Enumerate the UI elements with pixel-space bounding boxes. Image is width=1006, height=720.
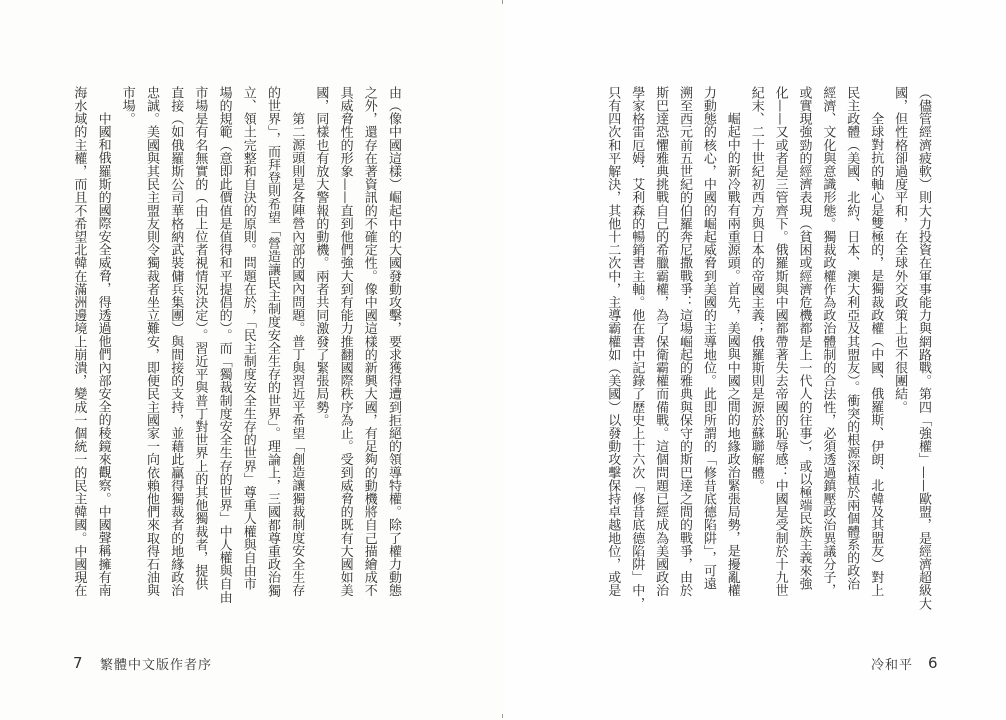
text-column: 溯至西元前五世紀的伯羅奔尼撒戰爭：這場崛起的雅典與保守的斯巴達之間的戰爭，由於 xyxy=(677,86,692,597)
text-column: 化——又或者是三管齊下。俄羅斯與中國都帶著失去帝國的恥辱感：中國是受制於十九世 xyxy=(772,86,788,597)
text-column: 之外，還存在著資訊的不確定性。像中國這樣的新興大國，有足夠的動機將自己描繪成不 xyxy=(361,86,377,597)
page-number-right: 6 xyxy=(928,654,938,672)
text-column: 海水域的主權，而且不希望北韓在滿洲邊境上崩潰，變成一個統一的民主韓國。中國現在 xyxy=(71,86,87,597)
text-column: （儘管經濟疲軟）則大力投資在軍事能力與網路戰。第四「強權」——歐盟，是經濟超級大 xyxy=(916,86,931,610)
gutter-mark-bottom xyxy=(502,714,503,718)
running-head-right: 冷和平 xyxy=(871,658,914,673)
text-column: 市場。 xyxy=(119,86,135,126)
text-column: 民主政體（美國、北約、日本、澳大利亞及其盟友）。衝突的根源深植於兩個體系的政治 xyxy=(844,86,860,591)
text-column: 國，同樣也有放大警報的動機。兩者共同激發了緊張局勢。 xyxy=(313,86,329,427)
text-column: 或實現強勁的經濟表現（貧困或經濟危機都是上一代人的往事），或以極端民族主義來強 xyxy=(796,86,812,591)
gutter-mark-top xyxy=(502,0,503,4)
text-column: 中國和俄羅斯的國際安全威脅，得透過他們內部安全的稜鏡來觀察。中國聲稱擁有南 xyxy=(95,112,111,597)
text-column: 全球對抗的軸心是雙極的，是獨裁政權（中國、俄羅斯、伊朗、北韓及其盟友）對上 xyxy=(868,112,884,597)
text-column: 國，但性格卻過度平和，在全球外交政策上也不很團結。 xyxy=(892,86,908,414)
text-column: 立、領土完整和自決的原則。問題在於，「民主制度安全生存的世界」尊重人權與自由市 xyxy=(240,86,256,591)
text-column: 直接（如俄羅斯公司華格納武裝傭兵集團）與間接的支持，並藉此贏得獨裁者的地緣政治 xyxy=(168,86,184,597)
text-column: 第二源頭則是各陣營內部的國內問題。普丁與習近平希望「創造讓獨裁制度安全生存 xyxy=(289,112,305,597)
text-column: 只有四次和平解決，其他十二次中，主導霸權如（美國）以發動攻擊保持卓越地位，或是 xyxy=(605,86,621,597)
text-column: 力動態的核心，中國的崛起威脅到美國的主導地位。此即所謂的「修昔底德陷阱」，可遠 xyxy=(700,86,716,591)
text-column: 紀末、二十世紀初西方與日本的帝國主義；俄羅斯則是源於蘇聯解體。 xyxy=(748,86,764,493)
text-column: 的世界」，而拜登則希望「營造讓民主制度安全生存的世界」。理論上，三國都尊重政治獨 xyxy=(265,86,280,597)
text-column: 崛起中的新冷戰有兩重源頭。首先，美國與中國之間的地緣政治緊張局勢，是擾亂權 xyxy=(724,112,740,597)
text-column: 經濟、文化與意識形態。獨裁政權作為政治體制的合法性，必須透過鎮壓政治異議分子， xyxy=(820,86,836,597)
text-column: 具威脅性的形象——直到他們強大到有能力推翻國際秩序為止。受到威脅的既有大國如美 xyxy=(337,86,353,597)
page-number-left: 7 xyxy=(73,654,83,672)
text-column: 學家格雷厄姆．艾利森的暢銷書主軸。他在書中記錄了歷史上十六次「修昔底德陷阱」中， xyxy=(629,86,645,610)
text-column: 市場是有名無實的（由上位者視情況決定）。習近平與普丁對世界上的其他獨裁者，提供 xyxy=(192,86,208,591)
text-column: 場的規範（意即此價值是值得和平提倡的）。而「獨裁制度安全生存的世界」中人權與自由 xyxy=(216,86,232,604)
text-column: 由（像中國這樣）崛起中的大國發動攻擊，要求獲得遭到拒絕的領導特權。除了權力動態 xyxy=(386,86,401,597)
right-page xyxy=(503,0,1006,720)
running-head-left: 繁體中文版作者序 xyxy=(100,658,213,673)
text-column: 忠誠。美國與其民主盟友則令獨裁者坐立難安，即便民主國家一向依賴他們來取得石油與 xyxy=(144,86,159,597)
text-column: 斯巴達恐懼雅典挑戰自己的希臘霸權，為了保衛霸權而備戰。這個問題已經成為美國政治 xyxy=(653,86,669,597)
